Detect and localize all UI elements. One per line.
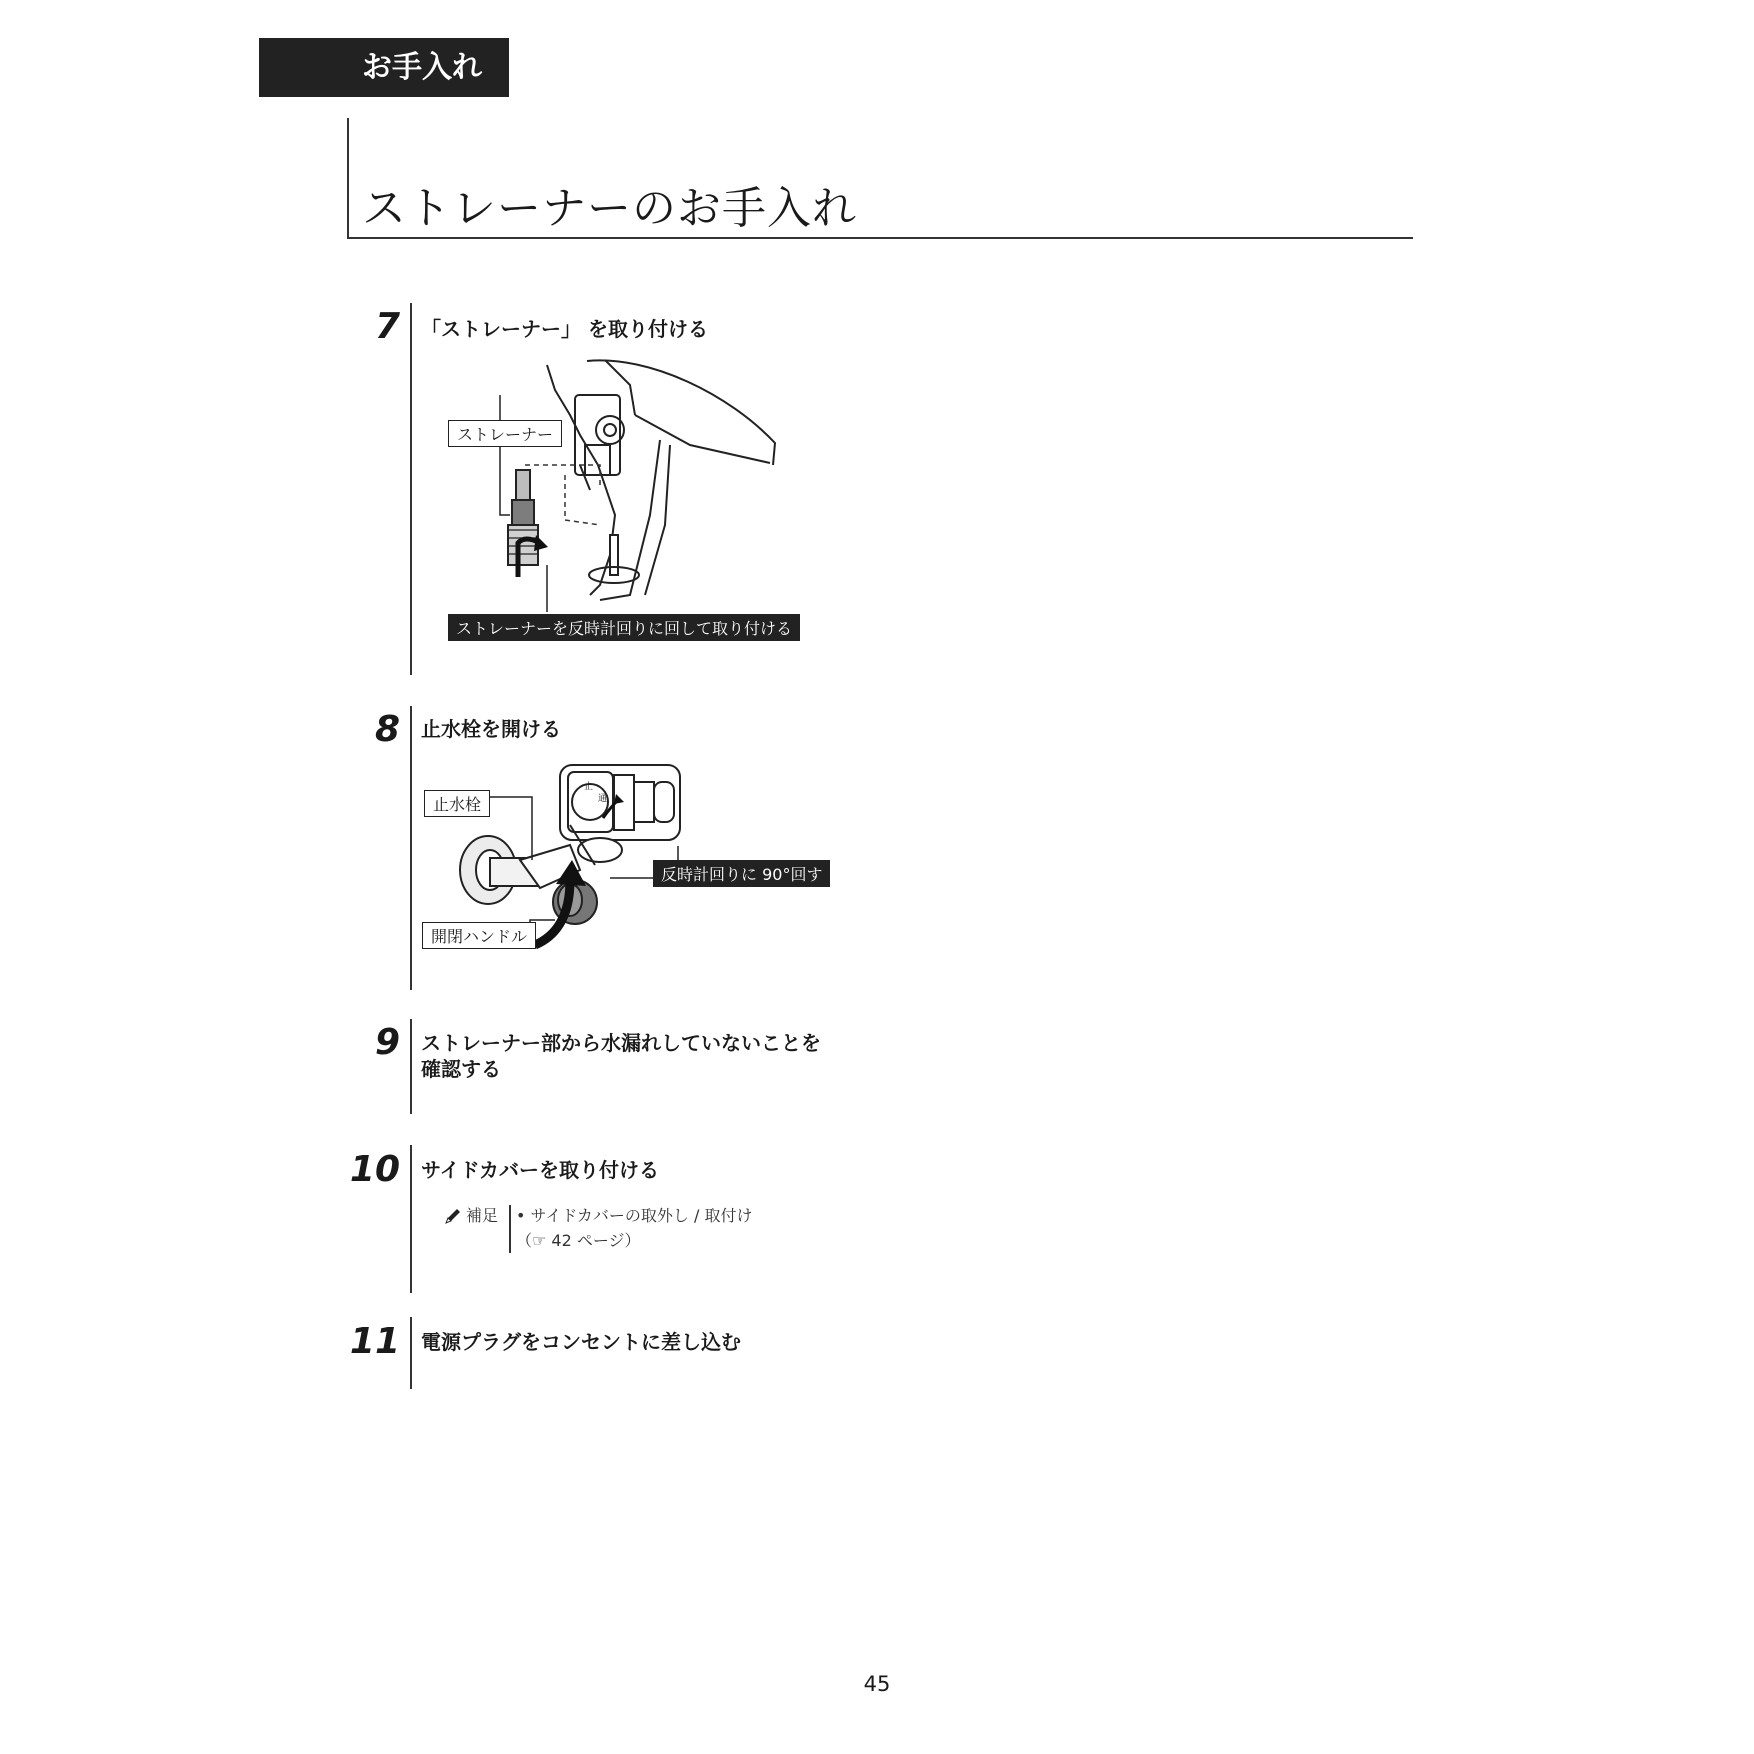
- step-9-heading-line1: ストレーナー部から水漏れしていないことを: [421, 1031, 821, 1055]
- page-title: ストレーナーのお手入れ: [362, 183, 857, 234]
- strainer-label: ストレーナー: [448, 420, 562, 447]
- step-11-number: 11: [349, 1321, 400, 1362]
- step-11-heading: 電源プラグをコンセントに差し込む: [421, 1330, 741, 1354]
- dial-open-mark: 通: [598, 794, 608, 804]
- page-number: 45: [863, 1672, 891, 1696]
- strainer-instruction-label: ストレーナーを反時計回りに回して取り付ける: [448, 614, 800, 641]
- rotate-instruction-label: 反時計回りに 90°回す: [653, 860, 830, 887]
- step-10-heading: サイドカバーを取り付ける: [421, 1158, 659, 1182]
- note-line-2: （☞ 42 ページ）: [516, 1231, 641, 1250]
- handle-label: 開閉ハンドル: [422, 922, 536, 949]
- step-10-number: 10: [349, 1149, 400, 1190]
- step-11-bar: [410, 1317, 412, 1389]
- dial-stop-mark: 止: [584, 782, 594, 792]
- title-rule-horizontal: [347, 237, 1413, 239]
- note-label: 補足: [466, 1206, 499, 1225]
- step-7-number: 7: [374, 306, 400, 347]
- step-9-number: 9: [374, 1022, 400, 1063]
- note-line-1: • サイドカバーの取外し / 取付け: [516, 1206, 753, 1225]
- step-7-heading: 「ストレーナー」 を取り付ける: [421, 317, 708, 341]
- valve-label: 止水栓: [424, 790, 490, 817]
- step-10-bar: [410, 1145, 412, 1293]
- step-9-heading-line2: 確認する: [421, 1057, 501, 1081]
- pencil-icon: [444, 1207, 462, 1225]
- step-8-number: 8: [374, 709, 400, 750]
- strainer-install-illustration: [440, 355, 800, 655]
- step-8-bar: [410, 706, 412, 990]
- step-9-bar: [410, 1019, 412, 1114]
- section-tab: お手入れ: [259, 38, 509, 97]
- step-8-heading: 止水栓を開ける: [421, 717, 561, 741]
- note-divider: [509, 1205, 511, 1253]
- title-rule-vertical: [347, 118, 349, 239]
- step-7-bar: [410, 303, 412, 675]
